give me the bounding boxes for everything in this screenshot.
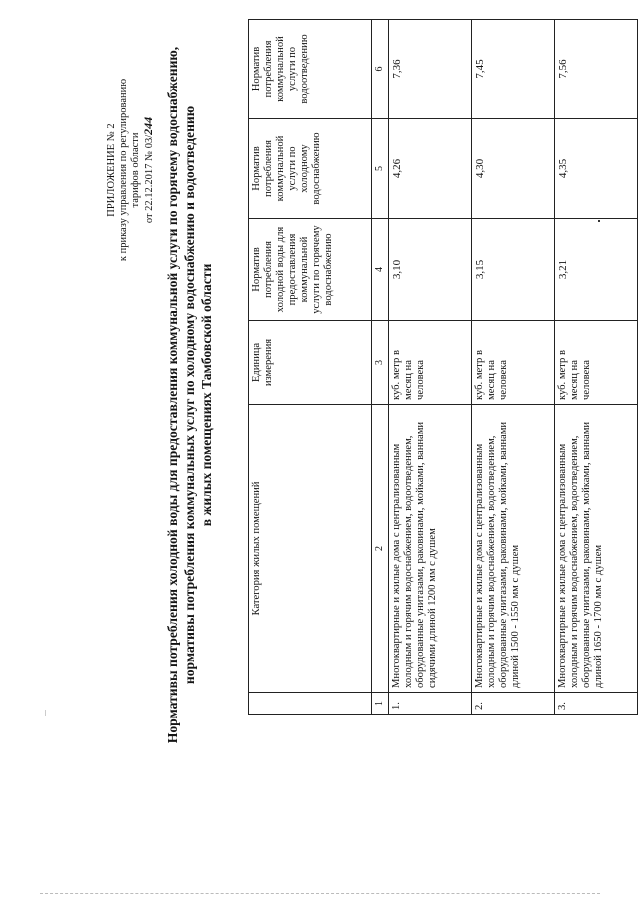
row-category: Многоквартирные и жилые дома с централизованным холодным и горячим водоснабжением, водоотведением, оборудованные унитазами, раковинами, мойками, ваннами сидячими длиной 1200 мм с душем: [389, 405, 472, 693]
order-date: от 22.12.2017 № 03/: [144, 134, 155, 224]
scan-artifact-line: [40, 893, 600, 894]
column-index: 6: [372, 20, 389, 119]
header-category: Категория жилых помещений: [249, 405, 372, 693]
column-index: 1: [372, 693, 389, 715]
table-header-row: [249, 20, 372, 715]
table-row: [389, 20, 472, 715]
column-index: 2: [372, 405, 389, 693]
column-index: 4: [372, 219, 389, 321]
header-cold-water-supply: Норматив потребления коммунальной услуги по холодному водоснабжению: [249, 119, 372, 219]
header-unit: Единица измерения: [249, 321, 372, 405]
row-hot-water-norm: 3,10: [389, 219, 472, 321]
header-cold-water-for-hot-supply: Норматив потребления холодной воды для предоставления коммунальной услуги по горячему водоснабжению: [249, 219, 372, 321]
table-row: [555, 20, 638, 715]
row-cold-water-norm: 4,30: [472, 119, 555, 219]
title-line-3: в жилых помещениях Тамбовской области: [199, 263, 214, 527]
row-category: Многоквартирные и жилые дома с централизованным холодным и горячим водоснабжением, водоотведением, оборудованные унитазами, раковинами, мойками, ваннами длиной 1650 - 1700 мм с душем: [555, 405, 638, 693]
scan-speck: [598, 220, 600, 222]
row-number: 1.: [389, 693, 472, 715]
title-line-2: нормативы потребления коммунальных услуг по холодному водоснабжению и водоотведению: [182, 105, 197, 685]
order-date-line: [142, 20, 156, 320]
order-authority-line: тарифов области: [130, 132, 141, 208]
row-unit: куб. метр в месяц на человека: [389, 321, 472, 405]
row-number: 2.: [472, 693, 555, 715]
appendix-number: ПРИЛОЖЕНИЕ № 2: [106, 123, 117, 217]
header-number: [249, 693, 372, 715]
rotated-content: [100, 20, 604, 770]
column-index: 5: [372, 119, 389, 219]
row-unit: куб. метр в месяц на человека: [555, 321, 638, 405]
appendix-header: [106, 20, 156, 320]
table-row: [472, 20, 555, 715]
column-index: 3: [372, 321, 389, 405]
norms-table: [248, 19, 638, 715]
column-index-row: [372, 20, 389, 715]
row-hot-water-norm: 3,21: [555, 219, 638, 321]
row-hot-water-norm: 3,15: [472, 219, 555, 321]
document-title: [164, 20, 215, 770]
row-drainage-norm: 7,45: [472, 20, 555, 119]
row-drainage-norm: 7,56: [555, 20, 638, 119]
row-drainage-norm: 7,36: [389, 20, 472, 119]
row-cold-water-norm: 4,26: [389, 119, 472, 219]
row-number: 3.: [555, 693, 638, 715]
order-reference-line: к приказу управления по регулированию: [118, 78, 129, 262]
handwritten-order-number: 244: [141, 116, 155, 135]
row-category: Многоквартирные и жилые дома с централизованным холодным и горячим водоснабжением, водоотведением, оборудованные унитазами, раковинами, мойками, ваннами длиной 1500 - 1550 мм с душем: [472, 405, 555, 693]
title-line-1: Нормативы потребления холодной воды для предоставления коммунальной услуги по горячему водоснабжению,: [165, 46, 180, 744]
row-unit: куб. метр в месяц на человека: [472, 321, 555, 405]
row-cold-water-norm: 4,35: [555, 119, 638, 219]
header-drainage: Норматив потребления коммунальной услуги по водоотведению: [249, 20, 372, 119]
scan-speck: [45, 710, 46, 716]
